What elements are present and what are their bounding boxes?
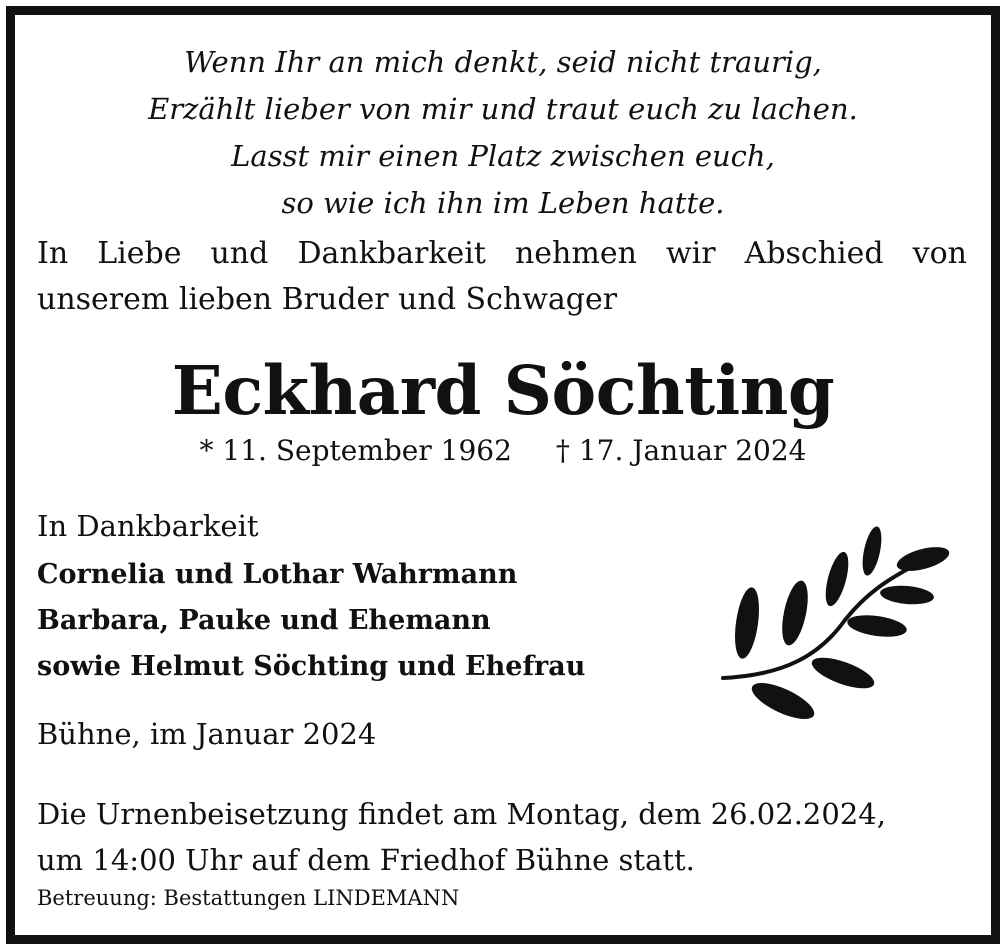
obituary-frame [6,6,1000,944]
life-dates [15,431,991,471]
death-date: † 17. Januar 2024 [555,434,807,467]
funeral-info [37,791,886,883]
funeral-line: um 14:00 Uhr auf dem Friedhof Bühne statt. [37,843,695,877]
leaf-branch-icon [715,515,965,735]
mourner-entry: Barbara, Pauke und Ehemann [37,605,491,636]
intro-line: In Liebe und Dankbarkeit nehmen wir Abschied von [37,236,967,271]
place-date: Bühne, im Januar 2024 [37,717,377,751]
thanks-line: In Dankbarkeit [37,509,259,543]
poem-line: Lasst mir einen Platz zwischen euch, [231,139,775,173]
poem-line: so wie ich ihn im Leben hatte. [281,186,725,220]
poem [15,39,991,227]
intro-text [37,231,967,323]
mourner-entry: Cornelia und Lothar Wahrmann [37,559,518,590]
birth-date: * 11. September 1962 [199,434,512,467]
funeral-line: Die Urnenbeisetzung findet am Montag, dem 26.02.2024, [37,797,886,831]
deceased-name: Eckhard Söchting [171,351,835,430]
poem-line: Wenn Ihr an mich denkt, seid nicht traurig, [184,45,822,79]
undertaker: Betreuung: Bestattungen LINDEMANN [37,886,460,910]
poem-line: Erzählt lieber von mir und traut euch zu lachen. [148,92,858,126]
mourner-entry: sowie Helmut Söchting und Ehefrau [37,651,586,682]
intro-line: unserem lieben Bruder und Schwager [37,282,618,317]
mourners-list [37,552,585,690]
